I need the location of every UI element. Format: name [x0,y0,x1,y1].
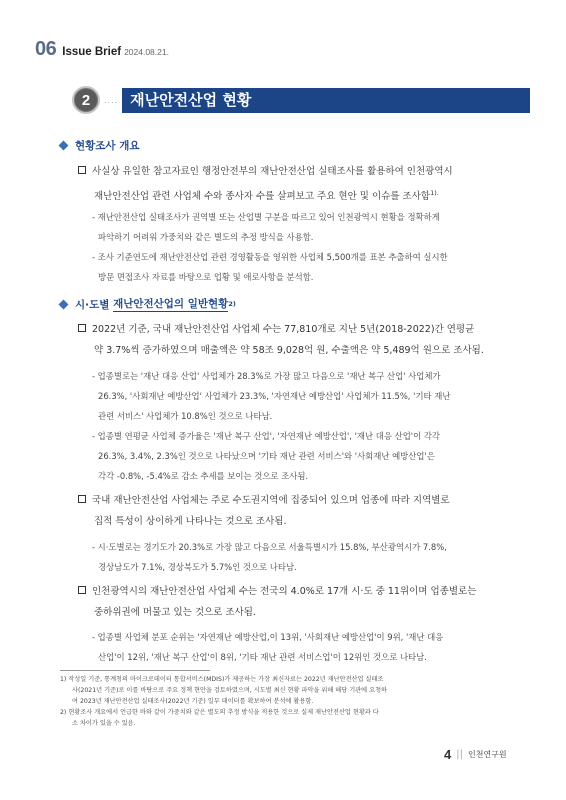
footer-page-number: 4 [444,747,452,762]
page-footer [444,747,507,762]
detail-2-1-cont: 26.3%, '사회재난 예방산업' 사업체가 23.3%, '자연재난 예방산업' 사업체가 11.5%, '기타 재난 [98,391,451,401]
detail-2-1-cont2: 관련 서비스' 사업체가 10.8%인 것으로 나타남. [98,411,273,421]
subheading-text-b: 재난안전산업의 일반현황 [113,298,229,310]
footnote-1: 1) 작성일 기준, 통계청의 마이크로데이터 통합서비스(MDIS)가 제공하는 가장 최신자료는 2022년 재난안전산업 실태조 [60,676,384,683]
detail-1-2: - 조사 기준연도에 재난안전산업 관련 경영활동을 영위한 사업체 5,500개를 표본 추출하여 실시한 [92,252,448,262]
footnote-ref-1: 1). [430,189,439,197]
paragraph-2-cont: 약 3.7%씩 증가하였으며 매출액은 약 58조 9,028억 원, 수출액은 약 5,489억 원으로 조사됨. [94,345,484,356]
footnote-divider [60,670,210,671]
detail-3-1: - 시·도별로는 경기도가 20.3%로 가장 많고 다음으로 서울특별시가 15.8%, 부산광역시가 7.8%, [92,542,447,552]
detail-3-1-cont: 경상남도가 7.1%, 경상북도가 5.7%인 것으로 나타남. [98,562,297,572]
footnote-1-cont2: 여 2023년 재난안전산업 실태조사(2022년 기준) 일부 데이터를 확보하여 분석에 활용함. [72,698,314,705]
publish-date: 2024.08.21. [124,47,169,57]
paragraph-1: 사실상 유일한 참고자료인 행정안전부의 재난안전산업 실태조사를 활용하여 인천광역시 [78,162,453,182]
detail-2-1: - 업종별로는 '재난 대응 산업' 사업체가 28.3%로 가장 많고 다음으로 '재난 복구 산업' 사업체가 [92,371,441,381]
detail-2-2-cont2: 각각 -0.8%, -5.4%로 감소 추세를 보이는 것으로 조사됨. [98,471,309,481]
subheading-text-a: 시·도별 [75,298,110,311]
paragraph-3-cont: 집적 특성이 상이하게 나타나는 것으로 조사됨. [94,516,287,527]
detail-4-1-cont: 산업'이 12위, '재난 복구 산업'이 8위, '기타 재난 관련 서비스업'이 12위인 것으로 나타남. [98,652,427,662]
paragraph-2: 2022년 기준, 국내 재난안전산업 사업체 수는 77,810개로 지난 5년(2018-2022)간 연평균 [78,320,474,340]
subheading-text: 현황조사 개요 [75,140,140,152]
checkbox-bullet-icon [78,586,86,594]
detail-2-2: - 업종별 연평균 사업체 증가율은 '재난 복구 산업', '자연재난 예방산업', '재난 대응 산업'이 각각 [92,431,441,441]
section-heading [72,86,532,114]
detail-1-1-cont: 파악하기 어려워 가중치와 같은 별도의 추정 방식을 사용함. [98,232,314,242]
footnote-1-cont: 사(2021년 기준)로 이를 바탕으로 주요 정책 현안을 검토하였으며, 시도별 최신 현황 파악을 위해 해당 기관에 요청하 [72,687,388,694]
paragraph-4-cont: 중하위권에 머물고 있는 것으로 조사됨. [94,607,256,618]
subheading-survey-overview [60,138,140,153]
paragraph-1-cont: 재난안전산업 관련 사업체 수와 종사자 수를 살펴보고 주요 현안 및 이슈를 조사함$^{1).}$ [94,189,439,203]
brand-title: Issue Brief [62,46,122,58]
checkbox-bullet-icon [78,166,86,174]
detail-4-1: - 업종별 사업체 분포 순위는 '자연재난 예방산업,이 13위, '사회재난 예방산업'이 9위, '재난 대응 [92,632,444,642]
page-header [35,38,169,60]
diamond-bullet-icon [59,141,69,151]
paragraph-3: 국내 재난안전산업 사업체는 주로 수도권지역에 집중되어 있으며 업종에 따라 지역별로 [78,491,450,511]
footnote-2: 2) 현황조사 개요에서 언급한 바와 같이 가중치와 같은 별도의 추정 방식을 적용한 것으로 실제 재난안전산업 현황과 다 [60,709,379,716]
detail-1-1: - 재난안전산업 실태조사가 권역별 또는 산업별 구분을 따르고 있어 인천광역시 현황을 정확하게 [92,212,440,222]
footer-separator: || [456,749,463,760]
section-number: 2 [72,86,100,114]
page-number: 06 [35,38,57,60]
detail-2-2-cont: 26.3%, 3.4%, 2.3%인 것으로 나타났으며 '기타 재난 관련 서비스'와 '사회재난 예방산업'은 [98,451,435,461]
section-title: 재난안전산업 현황 [122,88,530,113]
subheading-regional-status [60,296,236,312]
checkbox-bullet-icon [78,495,86,503]
footer-organization: 인천연구원 [467,750,507,759]
checkbox-bullet-icon [78,324,86,332]
diamond-bullet-icon [59,299,69,309]
paragraph-4: 인천광역시의 재난안전산업 사업체 수는 전국의 4.0%로 17개 시·도 중 11위이며 업종별로는 [78,582,476,602]
section-dots: .... [104,95,119,105]
footnote-ref-2: 2) [228,300,236,308]
footnote-2-cont: 소 차이가 있을 수 있음. [72,720,136,727]
detail-1-2-cont: 방문 면접조사 자료를 바탕으로 업황 및 애로사항을 분석함. [98,272,314,282]
